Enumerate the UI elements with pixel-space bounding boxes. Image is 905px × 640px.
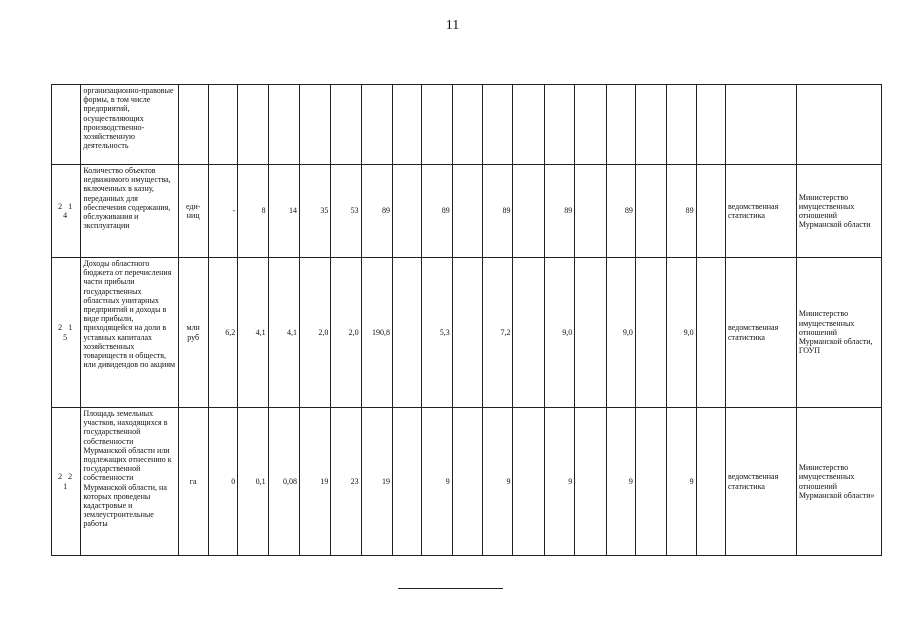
value-cell: 0	[208, 408, 237, 556]
value-cell: 89	[422, 165, 452, 258]
value-cell	[575, 408, 606, 556]
value-cell: 4,1	[268, 258, 299, 408]
value-cell	[208, 85, 237, 165]
value-cell: 9	[483, 408, 513, 556]
value-cell: 9	[544, 408, 574, 556]
value-cell	[513, 85, 544, 165]
row-code: 2 1 5	[52, 258, 81, 408]
table-row	[52, 408, 882, 556]
unit-of-measure	[178, 85, 208, 165]
row-code	[52, 85, 81, 165]
value-cell	[696, 85, 725, 165]
value-cell: 5,3	[422, 258, 452, 408]
value-cell	[635, 408, 666, 556]
responsible-body	[796, 85, 881, 165]
value-cell	[452, 258, 482, 408]
value-cell: 0,08	[268, 408, 299, 556]
value-cell	[393, 258, 422, 408]
value-cell	[575, 258, 606, 408]
value-cell	[635, 258, 666, 408]
data-source: ведомственная статистика	[725, 165, 796, 258]
data-source: ведомственная статистика	[725, 258, 796, 408]
value-cell: -	[208, 165, 237, 258]
value-cell	[483, 85, 513, 165]
value-cell: 190,8	[361, 258, 392, 408]
table-row	[52, 258, 882, 408]
value-cell: 9,0	[667, 258, 696, 408]
responsible-body: Министерство имущественных отношений Мурманской области»	[796, 408, 881, 556]
value-cell	[667, 85, 696, 165]
data-source	[725, 85, 796, 165]
value-cell	[268, 85, 299, 165]
indicators-table	[51, 84, 882, 556]
value-cell: 35	[299, 165, 330, 258]
value-cell	[696, 408, 725, 556]
value-cell	[238, 85, 268, 165]
responsible-body: Министерство имущественных отношений Мурманской области, ГОУП	[796, 258, 881, 408]
value-cell: 9,0	[606, 258, 635, 408]
value-cell: 2,0	[299, 258, 330, 408]
row-code: 2 2 1	[52, 408, 81, 556]
value-cell: 9	[667, 408, 696, 556]
value-cell: 89	[361, 165, 392, 258]
value-cell: 89	[667, 165, 696, 258]
value-cell: 53	[331, 165, 361, 258]
value-cell	[331, 85, 361, 165]
value-cell	[513, 408, 544, 556]
value-cell: 89	[544, 165, 574, 258]
unit-of-measure: га	[178, 408, 208, 556]
indicator-name: Доходы областного бюджета от перечисления части прибыли государственных областных унитарных предприятий и доходы в виде прибыли, приходящейся на доли в уставных капиталах хозяйственных товариществ и обществ, или дивидендов по акциям	[81, 258, 178, 408]
value-cell: 9	[422, 408, 452, 556]
value-cell: 0,1	[238, 408, 268, 556]
indicator-name: организационно-правовые формы, в том числе предприятий, осуществляющих производственно-хозяйственную деятельность	[81, 85, 178, 165]
table-row	[52, 85, 882, 165]
value-cell: 4,1	[238, 258, 268, 408]
value-cell: 9,0	[544, 258, 574, 408]
row-code: 2 1 4	[52, 165, 81, 258]
footnote-separator	[398, 588, 503, 589]
value-cell	[606, 85, 635, 165]
value-cell	[393, 165, 422, 258]
value-cell	[544, 85, 574, 165]
value-cell: 2,0	[331, 258, 361, 408]
value-cell: 89	[483, 165, 513, 258]
value-cell	[452, 85, 482, 165]
value-cell: 6,2	[208, 258, 237, 408]
value-cell	[513, 258, 544, 408]
value-cell: 8	[238, 165, 268, 258]
value-cell	[575, 165, 606, 258]
value-cell	[361, 85, 392, 165]
value-cell: 14	[268, 165, 299, 258]
value-cell: 19	[361, 408, 392, 556]
data-source: ведомственная статистика	[725, 408, 796, 556]
value-cell	[513, 165, 544, 258]
indicator-name: Площадь земельных участков, находящихся в государственной собственности Мурманской области или подлежащих отнесению к государственной собственности Мурманской области, на которых проведены кадастровые и землеустроительные работы	[81, 408, 178, 556]
value-cell: 89	[606, 165, 635, 258]
value-cell	[393, 408, 422, 556]
value-cell	[452, 165, 482, 258]
value-cell: 23	[331, 408, 361, 556]
value-cell	[635, 85, 666, 165]
value-cell	[635, 165, 666, 258]
value-cell	[393, 85, 422, 165]
value-cell: 19	[299, 408, 330, 556]
value-cell	[452, 408, 482, 556]
unit-of-measure: млн руб	[178, 258, 208, 408]
value-cell: 9	[606, 408, 635, 556]
page-number: 11	[445, 18, 460, 33]
value-cell	[422, 85, 452, 165]
value-cell: 7,2	[483, 258, 513, 408]
unit-of-measure: еди-ниц	[178, 165, 208, 258]
value-cell	[575, 85, 606, 165]
indicator-name: Количество объектов недвижимого имущества, включенных в казну, переданных для обеспечения содержания, обслуживания и эксплуатации	[81, 165, 178, 258]
table-row	[52, 165, 882, 258]
value-cell	[696, 165, 725, 258]
value-cell	[299, 85, 330, 165]
responsible-body: Министерство имущественных отношений Мурманской области	[796, 165, 881, 258]
value-cell	[696, 258, 725, 408]
